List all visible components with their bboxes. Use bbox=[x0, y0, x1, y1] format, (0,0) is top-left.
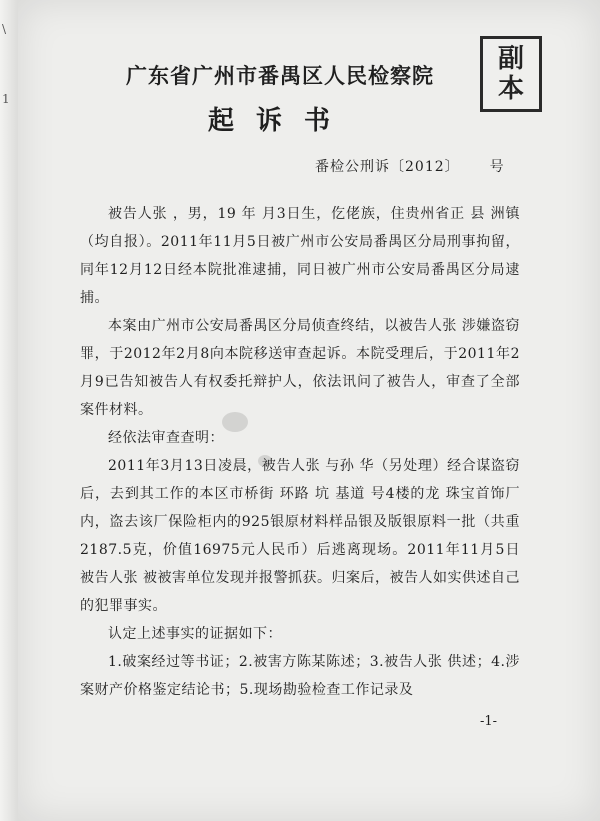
document-number bbox=[315, 156, 505, 176]
indictment-body bbox=[80, 200, 520, 704]
evidence-heading: 认定上述事实的证据如下： bbox=[108, 626, 282, 642]
case-transfer-paragraph: 本案由广州市公安局番禺区分局侦查终结，以被告人张 涉嫌盗窃罪，于2012年2月8向本院移送审查起诉。本院受理后，于2011年2月9已告知被告人有权委托辩护人，依法讯问了被告人，审查了全部案件材料。 bbox=[80, 318, 520, 418]
document-number-suffix: 号 bbox=[489, 159, 505, 175]
findings-heading: 经依法审查查明： bbox=[108, 430, 224, 446]
organization-name: 广东省广州市番禺区人民检察院 bbox=[126, 64, 434, 88]
facts-paragraph: 2011年3月13日凌晨，被告人张 与孙 华（另处理）经合谋盗窃后，去到其工作的本区市桥街 环路 坑 基道 号4楼的龙 珠宝首饰厂内，盗去该厂保险柜内的925银原材料样品银及版银原料一批（共重2187.5克，价值16975元人民币）后逃离现场。2011年11月5日被告人张 被被害单位发现并报警抓获。归案后，被告人如实供述自己的犯罪事实。 bbox=[80, 458, 520, 614]
stamp-char-1: 副 bbox=[497, 44, 524, 74]
margin-mark-1: \ bbox=[2, 22, 7, 36]
evidence-list-paragraph: 1.破案经过等书证；2.被害方陈某陈述；3.被告人张 供述；4.涉案财产价格鉴定结论书；5.现场勘验检查工作记录及 bbox=[80, 654, 520, 698]
defendant-info-paragraph: 被告人张 ，男，19 年 月3日生，仡佬族，住贵州省正 县 洲镇（均自报）。2011年11月5日被广州市公安局番禺区分局刑事拘留，同年12月12日经本院批准逮捕，同日被广州市公安局番禺区分局逮捕。 bbox=[80, 206, 520, 306]
stamp-char-2: 本 bbox=[497, 74, 524, 104]
margin-mark-2: 1 bbox=[2, 92, 10, 106]
document-number-prefix: 番检公刑诉〔2012〕 bbox=[315, 159, 460, 175]
page-number: -1- bbox=[480, 714, 498, 729]
document-title: 起诉书 bbox=[207, 106, 352, 136]
